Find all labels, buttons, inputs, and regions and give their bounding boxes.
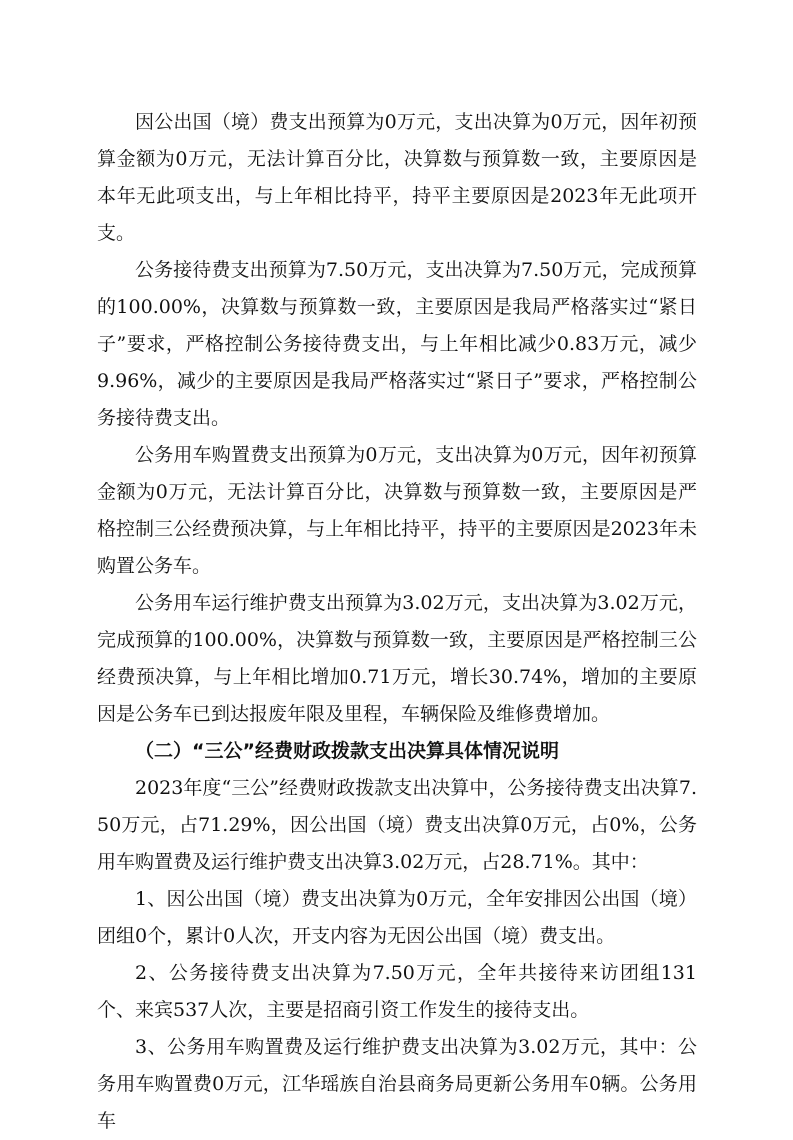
document-body [97,104,697,1140]
paragraph-reception: 公务接待费支出预算为7.50万元，支出决算为7.50万元，完成预算的100.00%，决算数与预算数一致，主要原因是我局严格落实过“紧日子”要求，严格控制公务接待费支出，与上年相比减少0.83万元，减少9.96%，减少的主要原因是我局严格落实过“紧日子”要求，严格控制公务接待费支出。 [97,259,697,429]
paragraph-vehicle-purchase: 公务用车购置费支出预算为0万元，支出决算为0万元，因年初预算金额为0万元，无法计算百分比，决算数与预算数一致，主要原因是严格控制三公经费预决算，与上年相比持平，持平的主要原因是2023年未购置公务车。 [97,444,697,577]
paragraph-vehicle-maintenance: 公务用车运行维护费支出预算为3.02万元，支出决算为3.02万元，完成预算的100.00%，决算数与预算数一致，主要原因是严格控制三公经费预决算，与上年相比增加0.71万元，增长30.74%，增加的主要原因是公务车已到达报废年限及里程，车辆保险及维修费增加。 [97,592,697,725]
section-heading: （二）“三公”经费财政拨款支出决算具体情况说明 [135,740,559,762]
paragraph-summary: 2023年度“三公”经费财政拨款支出决算中，公务接待费支出决算7.50万元，占71.29%，因公出国（境）费支出决算0万元，占0%，公务用车购置费及运行维护费支出决算3.02万元，占28.71%。其中： [97,777,697,873]
paragraph-item-1: 1、因公出国（境）费支出决算为0万元，全年安排因公出国（境）团组0个，累计0人次，开支内容为无因公出国（境）费支出。 [97,888,697,947]
paragraph-overseas-travel: 因公出国（境）费支出预算为0万元，支出决算为0万元，因年初预算金额为0万元，无法计算百分比，决算数与预算数一致，主要原因是本年无此项支出，与上年相比持平，持平主要原因是2023年无此项开支。 [97,111,697,244]
paragraph-item-3: 3、公务用车购置费及运行维护费支出决算为3.02万元，其中：公务用车购置费0万元，江华瑶族自治县商务局更新公务用车0辆。公务用车 [97,1036,697,1132]
paragraph-item-2: 2、公务接待费支出决算为7.50万元，全年共接待来访团组131个、来宾537人次，主要是招商引资工作发生的接待支出。 [97,962,697,1021]
